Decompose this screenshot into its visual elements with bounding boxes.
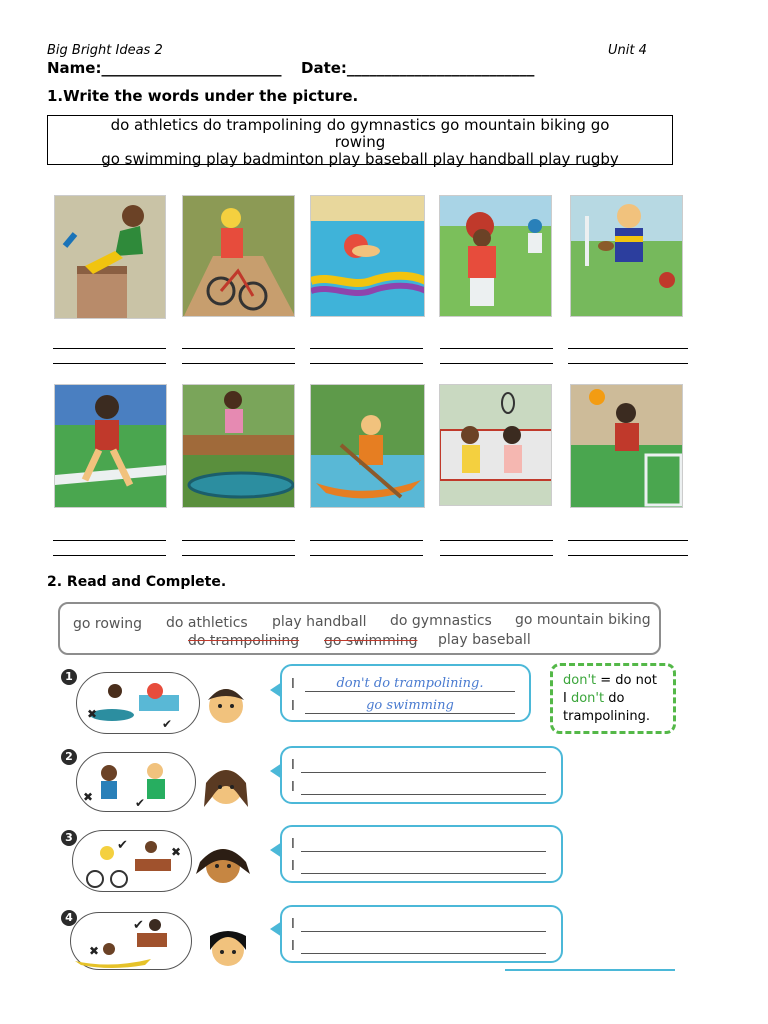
picture-athletics-run	[54, 384, 167, 508]
word-bank-item: do athletics	[166, 615, 248, 631]
item-number: 4	[61, 910, 77, 926]
sentence-line	[291, 780, 546, 795]
thought-bubble	[76, 752, 196, 812]
item-number: 1	[61, 669, 77, 685]
sentence-line	[291, 917, 546, 932]
tip-dont: don't	[563, 673, 597, 688]
mountain-biking-illustration	[183, 196, 295, 317]
word-bank-item-crossed: go swimming	[324, 633, 418, 649]
word-bank	[58, 602, 661, 655]
example-answer: don't do trampolining.	[336, 676, 484, 691]
answer-line[interactable]	[53, 363, 166, 364]
section1-title: 1.Write the words under the picture.	[47, 87, 359, 105]
svg-text:✖: ✖	[83, 790, 94, 804]
thought-illustration	[71, 913, 191, 969]
answer-line[interactable]	[182, 555, 295, 556]
answer-line[interactable]	[440, 348, 553, 349]
sentence-line	[291, 758, 546, 773]
thought-bubble	[70, 912, 192, 970]
picture-swimming	[310, 195, 425, 317]
speech-bubble-3	[280, 825, 563, 883]
answer-line[interactable]	[568, 348, 688, 349]
answer-line[interactable]	[182, 363, 295, 364]
baseball-illustration	[440, 196, 552, 317]
answer-line[interactable]	[310, 348, 423, 349]
date-field[interactable]: Date:_________________________	[301, 59, 535, 77]
tip-equals: = do not	[596, 673, 657, 688]
pronoun: I	[291, 917, 295, 932]
answer-line[interactable]	[53, 348, 166, 349]
name-field[interactable]: Name:________________________	[47, 59, 282, 77]
item-number: 3	[61, 830, 77, 846]
picture-mountain-biking	[182, 195, 295, 317]
thought-illustration	[73, 831, 191, 891]
blank-line[interactable]	[301, 873, 546, 874]
thought-illustration	[77, 753, 195, 811]
blank-line[interactable]	[301, 931, 546, 932]
word-bank-item-crossed: do trampolining	[188, 633, 300, 649]
blank-line[interactable]	[301, 851, 546, 852]
kid-face-3	[190, 834, 256, 892]
pronoun: I	[291, 780, 295, 795]
answer-line[interactable]	[182, 348, 295, 349]
tip-do: do	[604, 691, 625, 706]
thought-bubble	[72, 830, 192, 892]
pronoun: I	[291, 939, 295, 954]
speech-bubble-1	[280, 664, 531, 722]
answer-line[interactable]	[182, 540, 295, 541]
tip-end: trampolining.	[563, 709, 650, 724]
word-bank-item: go rowing	[73, 616, 143, 632]
divider	[505, 969, 675, 971]
picture-handball	[570, 384, 683, 508]
example-answer: go swimming	[366, 698, 454, 713]
word-bank-item: play handball	[272, 614, 367, 630]
picture-trampolining	[182, 384, 295, 508]
sentence-line	[291, 837, 546, 852]
word-box	[47, 115, 673, 168]
unit-label: Unit 4	[608, 43, 647, 58]
answer-line[interactable]	[53, 540, 166, 541]
athletics-run-illustration	[55, 385, 167, 508]
svg-text:✖: ✖	[87, 707, 98, 721]
badminton-illustration	[440, 385, 552, 506]
blank-line[interactable]	[301, 772, 546, 773]
answer-line[interactable]	[440, 540, 553, 541]
picture-rugby	[570, 195, 683, 317]
answer-line[interactable]	[310, 555, 423, 556]
word-bank-item: do gymnastics	[390, 613, 492, 629]
rowing-illustration	[311, 385, 425, 508]
trampolining-illustration	[183, 385, 295, 508]
pronoun: I	[291, 699, 295, 714]
answer-line[interactable]	[53, 555, 166, 556]
pronoun: I	[291, 677, 295, 692]
kid-face-1	[196, 678, 256, 733]
pronoun: I	[291, 758, 295, 773]
blank-line[interactable]	[301, 953, 546, 954]
speech-bubble-2	[280, 746, 563, 804]
athletics-jump-illustration	[55, 196, 166, 319]
word-box-line-3: go swimming play badminton play baseball play handball play rugby	[101, 150, 619, 168]
section2-title: 2. Read and Complete.	[47, 574, 227, 590]
answer-line[interactable]	[440, 555, 553, 556]
picture-rowing	[310, 384, 425, 508]
answer-line[interactable]	[310, 540, 423, 541]
word-bank-item: play baseball	[438, 632, 531, 648]
thought-illustration	[77, 673, 199, 733]
tip-dont: don't	[570, 691, 605, 706]
swimming-illustration	[311, 196, 425, 317]
answer-line[interactable]	[568, 363, 688, 364]
word-bank-item: go mountain biking	[515, 612, 651, 628]
word-box-line-2: rowing	[334, 133, 386, 151]
pronoun: I	[291, 859, 295, 874]
tip-i: I	[563, 691, 571, 706]
kid-face-2	[196, 757, 256, 815]
pronoun: I	[291, 837, 295, 852]
answer-line[interactable]	[440, 363, 553, 364]
sentence-line	[291, 676, 515, 692]
thought-bubble	[76, 672, 200, 734]
picture-baseball	[439, 195, 552, 317]
svg-text:✔: ✔	[135, 796, 146, 810]
svg-text:✔: ✔	[117, 838, 128, 853]
grammar-tip	[550, 663, 676, 734]
svg-text:✖: ✖	[171, 845, 182, 859]
picture-athletics-jump	[54, 195, 166, 319]
sentence-line	[291, 939, 546, 954]
svg-text:✔: ✔	[133, 918, 144, 933]
svg-text:✔: ✔	[162, 717, 173, 731]
rugby-illustration	[571, 196, 683, 317]
svg-text:✖: ✖	[89, 944, 100, 958]
handball-illustration	[571, 385, 683, 508]
sentence-line	[291, 859, 546, 874]
word-box-line-1: do athletics do trampolining do gymnastics go mountain biking go	[110, 116, 610, 134]
blank-line[interactable]	[301, 794, 546, 795]
picture-badminton	[439, 384, 552, 506]
answer-line[interactable]	[568, 540, 688, 541]
answer-line[interactable]	[568, 555, 688, 556]
book-title: Big Bright Ideas 2	[47, 43, 163, 58]
speech-bubble-4	[280, 905, 563, 963]
kid-face-4	[198, 920, 258, 974]
answer-line[interactable]	[310, 363, 423, 364]
sentence-line	[291, 698, 515, 714]
item-number: 2	[61, 749, 77, 765]
